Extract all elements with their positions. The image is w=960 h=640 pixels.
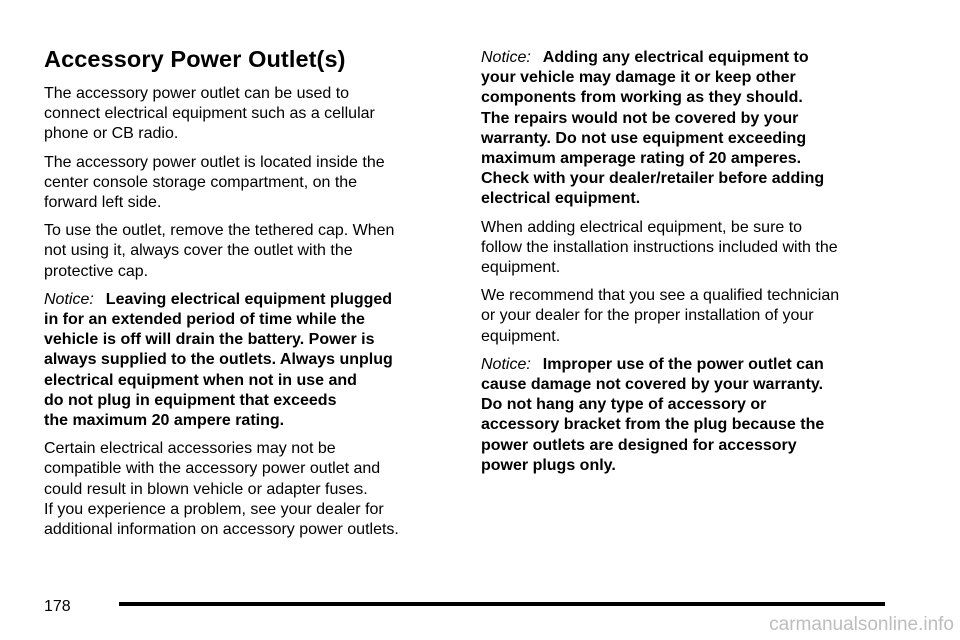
paragraph-location: The accessory power outlet is located inside the center console storage compartment, on the forward left side. [44, 153, 385, 212]
paragraph-installation: When adding electrical equipment, be sure to follow the installation instructions included with the equipment. [481, 218, 838, 277]
notice-improper-use [481, 355, 901, 476]
notice-battery-drain [44, 290, 444, 431]
paragraph-technician: We recommend that you see a qualified technician or your dealer for the proper installation of your equipment. [481, 287, 840, 345]
watermark: carmanualsonline.info [769, 614, 954, 635]
notice-label: Notice: [481, 49, 531, 66]
paragraph-purpose: The accessory power outlet can be used to connect electrical equipment such as a cellular phone or CB radio. [44, 85, 375, 143]
paragraph-usage: To use the outlet, remove the tethered cap. When not using it, always cover the outlet with the protective cap. [44, 222, 395, 280]
footer-rule [119, 602, 885, 606]
left-column [44, 44, 444, 548]
section-title: Accessory Power Outlet(s) [44, 46, 346, 72]
notice-text: Leaving electrical equipment plugged in for an extended period of time while the vehicle is off will drain the battery. Power is always supplied to the outlets. Always unplug electrical equipment when not in use and do not plug in equipment that exceeds the maximum 20 ampere rating. [44, 290, 393, 430]
notice-label: Notice: [44, 290, 94, 308]
notice-text: Adding any electrical equipment to your vehicle may damage it or keep other components from working as they should. The repairs would not be covered by your warranty. Do not use equipment exceeding maximum amperage rating of 20 amperes. Check with your dealer/retailer before adding electrical equipment. [481, 49, 825, 208]
notice-label: Notice: [481, 355, 531, 373]
notice-equipment-damage [481, 48, 901, 210]
right-column [481, 48, 901, 484]
notice-text: Improper use of the power outlet can cause damage not covered by your warranty. Do not hang any type of accessory or accessory bracket from the plug because the power outlets are designed for accessory power plugs only. [481, 355, 825, 474]
page-number: 178 [44, 598, 71, 615]
paragraph-compatibility: Certain electrical accessories may not be compatible with the accessory power outlet and could result in blown vehicle or adapter fuses. If you experience a problem, see your dealer for additional information on accessory power outlets. [44, 440, 399, 539]
